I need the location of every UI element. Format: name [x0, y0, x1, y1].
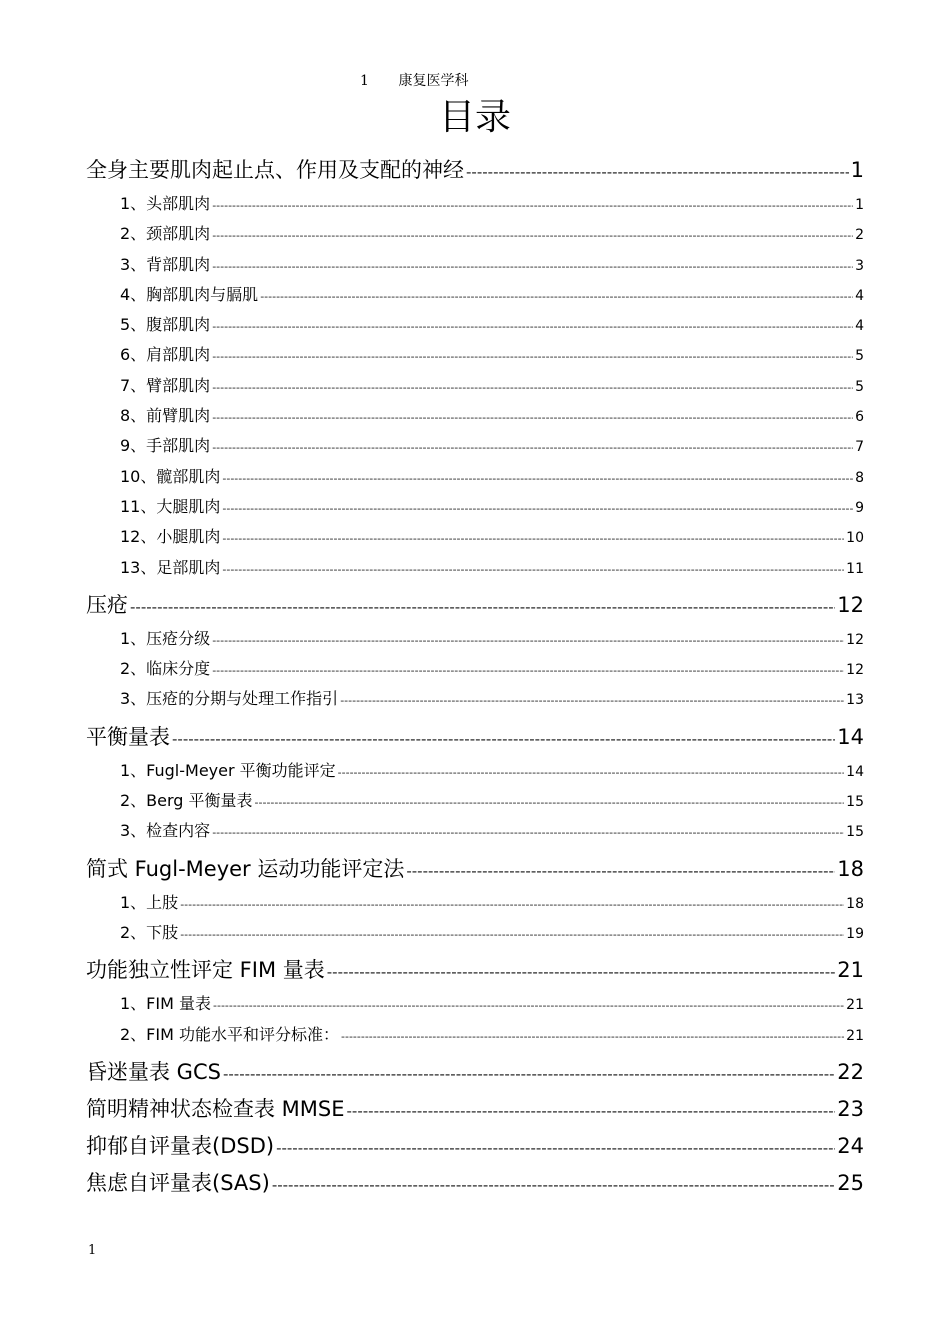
table-of-contents: [86, 152, 864, 1202]
toc-entry-label: 压疮: [86, 592, 128, 617]
toc-dot-leader: [222, 494, 853, 524]
toc-subsection[interactable]: [86, 624, 864, 654]
toc-entry-label: 4、胸部肌肉与膈肌: [120, 284, 259, 304]
toc-dot-leader: [272, 1167, 835, 1204]
toc-entry-label: 全身主要肌肉起止点、作用及支配的神经: [86, 158, 464, 182]
toc-subsection[interactable]: [86, 340, 864, 370]
toc-section[interactable]: [86, 1128, 864, 1165]
toc-entry-label: 功能独立性评定 FIM 量表: [86, 958, 325, 983]
toc-dot-leader: [222, 555, 844, 585]
toc-entry-label: 昏迷量表 GCS: [86, 1059, 221, 1084]
toc-entry-page: 21: [846, 997, 864, 1014]
toc-entry-page: 12: [846, 662, 864, 679]
toc-entry-label: 3、检查内容: [120, 821, 211, 841]
toc-subsection[interactable]: [86, 654, 864, 684]
toc-dot-leader: [212, 403, 853, 433]
toc-dot-leader: [406, 853, 835, 890]
toc-entry-label: 3、压疮的分期与处理工作指引: [120, 689, 339, 709]
toc-entry-page: 25: [837, 1170, 864, 1195]
toc-subsection[interactable]: [86, 553, 864, 583]
toc-entry-page: 23: [837, 1096, 864, 1121]
toc-entry-label: 6、肩部肌肉: [120, 345, 211, 365]
toc-entry-page: 14: [846, 763, 864, 780]
toc-dot-leader: [276, 1130, 835, 1167]
toc-entry-label: 1、上肢: [120, 892, 179, 912]
toc-entry-label: 2、Berg 平衡量表: [120, 791, 253, 811]
toc-entry-page: 4: [855, 287, 864, 304]
toc-subsection[interactable]: [86, 462, 864, 492]
toc-dot-leader: [222, 464, 853, 494]
toc-subsection[interactable]: [86, 371, 864, 401]
toc-entry-page: 5: [855, 378, 864, 395]
toc-entry-page: 12: [846, 631, 864, 648]
toc-entry-page: 10: [846, 530, 864, 547]
toc-dot-leader: [340, 686, 844, 716]
toc-subsection[interactable]: [86, 989, 864, 1019]
toc-entry-page: 2: [855, 227, 864, 244]
toc-entry-label: 9、手部肌肉: [120, 436, 211, 456]
toc-dot-leader: [260, 282, 853, 312]
toc-dot-leader: [212, 342, 853, 372]
toc-entry-page: 13: [846, 692, 864, 709]
toc-entry-page: 6: [855, 409, 864, 426]
toc-dot-leader: [212, 191, 853, 221]
toc-section[interactable]: [86, 587, 864, 624]
toc-dot-leader: [213, 991, 844, 1021]
toc-dot-leader: [212, 626, 844, 656]
toc-entry-label: 平衡量表: [86, 724, 170, 749]
toc-entry-label: 简明精神状态检查表 MMSE: [86, 1096, 345, 1121]
toc-dot-leader: [466, 154, 849, 191]
toc-section[interactable]: [86, 851, 864, 888]
toc-section[interactable]: [86, 1165, 864, 1202]
toc-entry-label: 12、小腿肌肉: [120, 527, 221, 547]
footer-page-number: 1: [88, 1243, 97, 1258]
toc-entry-page: 14: [837, 724, 864, 749]
toc-subsection[interactable]: [86, 219, 864, 249]
toc-subsection[interactable]: [86, 918, 864, 948]
page-header: [360, 70, 468, 90]
toc-entry-label: 1、Fugl-Meyer 平衡功能评定: [120, 760, 336, 780]
toc-subsection[interactable]: [86, 250, 864, 280]
toc-entry-label: 10、髋部肌肉: [120, 466, 221, 486]
toc-dot-leader: [255, 788, 845, 818]
toc-dot-leader: [130, 589, 835, 626]
toc-dot-leader: [180, 890, 844, 920]
toc-entry-label: 简式 Fugl-Meyer 运动功能评定法: [86, 856, 405, 881]
toc-section[interactable]: [86, 952, 864, 989]
toc-entry-label: 7、臂部肌肉: [120, 375, 211, 395]
toc-subsection[interactable]: [86, 786, 864, 816]
toc-entry-label: 1、头部肌肉: [120, 194, 211, 213]
toc-entry-label: 2、下肢: [120, 922, 179, 942]
toc-entry-page: 18: [846, 895, 864, 912]
toc-entry-label: 抑郁自评量表(DSD): [86, 1133, 275, 1158]
toc-entry-page: 15: [846, 794, 864, 811]
toc-entry-page: 24: [837, 1133, 864, 1158]
toc-entry-label: 13、足部肌肉: [120, 557, 221, 577]
toc-subsection[interactable]: [86, 401, 864, 431]
toc-subsection[interactable]: [86, 816, 864, 846]
header-page-number: 1: [360, 73, 369, 89]
toc-entry-label: 11、大腿肌肉: [120, 496, 221, 516]
toc-subsection[interactable]: [86, 280, 864, 310]
toc-dot-leader: [172, 721, 835, 758]
toc-subsection[interactable]: [86, 888, 864, 918]
toc-entry-label: 2、颈部肌肉: [120, 224, 211, 244]
toc-dot-leader: [223, 1056, 835, 1093]
toc-subsection[interactable]: [86, 431, 864, 461]
toc-dot-leader: [212, 818, 844, 848]
toc-entry-page: 1: [850, 158, 864, 182]
toc-entry-label: 2、临床分度: [120, 659, 211, 679]
toc-entry-page: 3: [855, 257, 864, 274]
toc-dot-leader: [327, 954, 836, 991]
toc-entry-page: 7: [855, 439, 864, 456]
toc-entry-label: 2、FIM 功能水平和评分标准：: [120, 1024, 339, 1044]
toc-subsection[interactable]: [86, 756, 864, 786]
toc-entry-page: 19: [846, 925, 864, 942]
toc-subsection[interactable]: [86, 1020, 864, 1050]
toc-entry-page: 15: [846, 824, 864, 841]
toc-entry-page: 18: [837, 856, 864, 881]
toc-dot-leader: [212, 433, 853, 463]
toc-entry-label: 5、腹部肌肉: [120, 315, 211, 335]
toc-section[interactable]: [86, 719, 864, 756]
toc-entry-page: 22: [837, 1059, 864, 1084]
toc-entry-page: 8: [855, 469, 864, 486]
toc-section[interactable]: [86, 1091, 864, 1128]
toc-dot-leader: [341, 1022, 844, 1052]
toc-entry-page: 9: [855, 499, 864, 516]
toc-entry-page: 21: [846, 1027, 864, 1044]
toc-entry-page: 5: [855, 348, 864, 365]
toc-entry-page: 1: [855, 197, 864, 213]
toc-dot-leader: [347, 1093, 836, 1130]
toc-entry-label: 1、压疮分级: [120, 628, 211, 648]
toc-dot-leader: [180, 920, 844, 950]
toc-subsection[interactable]: [86, 189, 864, 219]
toc-dot-leader: [212, 312, 853, 342]
page-title: 目录: [438, 97, 511, 138]
toc-entry-label: 1、FIM 量表: [120, 994, 211, 1014]
toc-entry-page: 12: [837, 592, 864, 617]
toc-entry-page: 4: [855, 318, 864, 335]
toc-section[interactable]: [86, 1054, 864, 1091]
toc-dot-leader: [212, 221, 853, 251]
toc-section[interactable]: [86, 152, 864, 189]
header-title: 康复医学科: [398, 73, 469, 89]
toc-entry-label: 3、背部肌肉: [120, 254, 211, 274]
toc-dot-leader: [212, 252, 853, 282]
toc-subsection[interactable]: [86, 310, 864, 340]
toc-subsection[interactable]: [86, 522, 864, 552]
toc-dot-leader: [212, 656, 844, 686]
toc-dot-leader: [222, 524, 844, 554]
toc-entry-label: 焦虑自评量表(SAS): [86, 1170, 270, 1195]
toc-entry-label: 8、前臂肌肉: [120, 406, 211, 426]
toc-dot-leader: [338, 758, 845, 788]
toc-entry-page: 11: [846, 560, 864, 577]
toc-subsection[interactable]: [86, 684, 864, 714]
toc-subsection[interactable]: [86, 492, 864, 522]
toc-dot-leader: [212, 373, 853, 403]
toc-entry-page: 21: [837, 958, 864, 983]
